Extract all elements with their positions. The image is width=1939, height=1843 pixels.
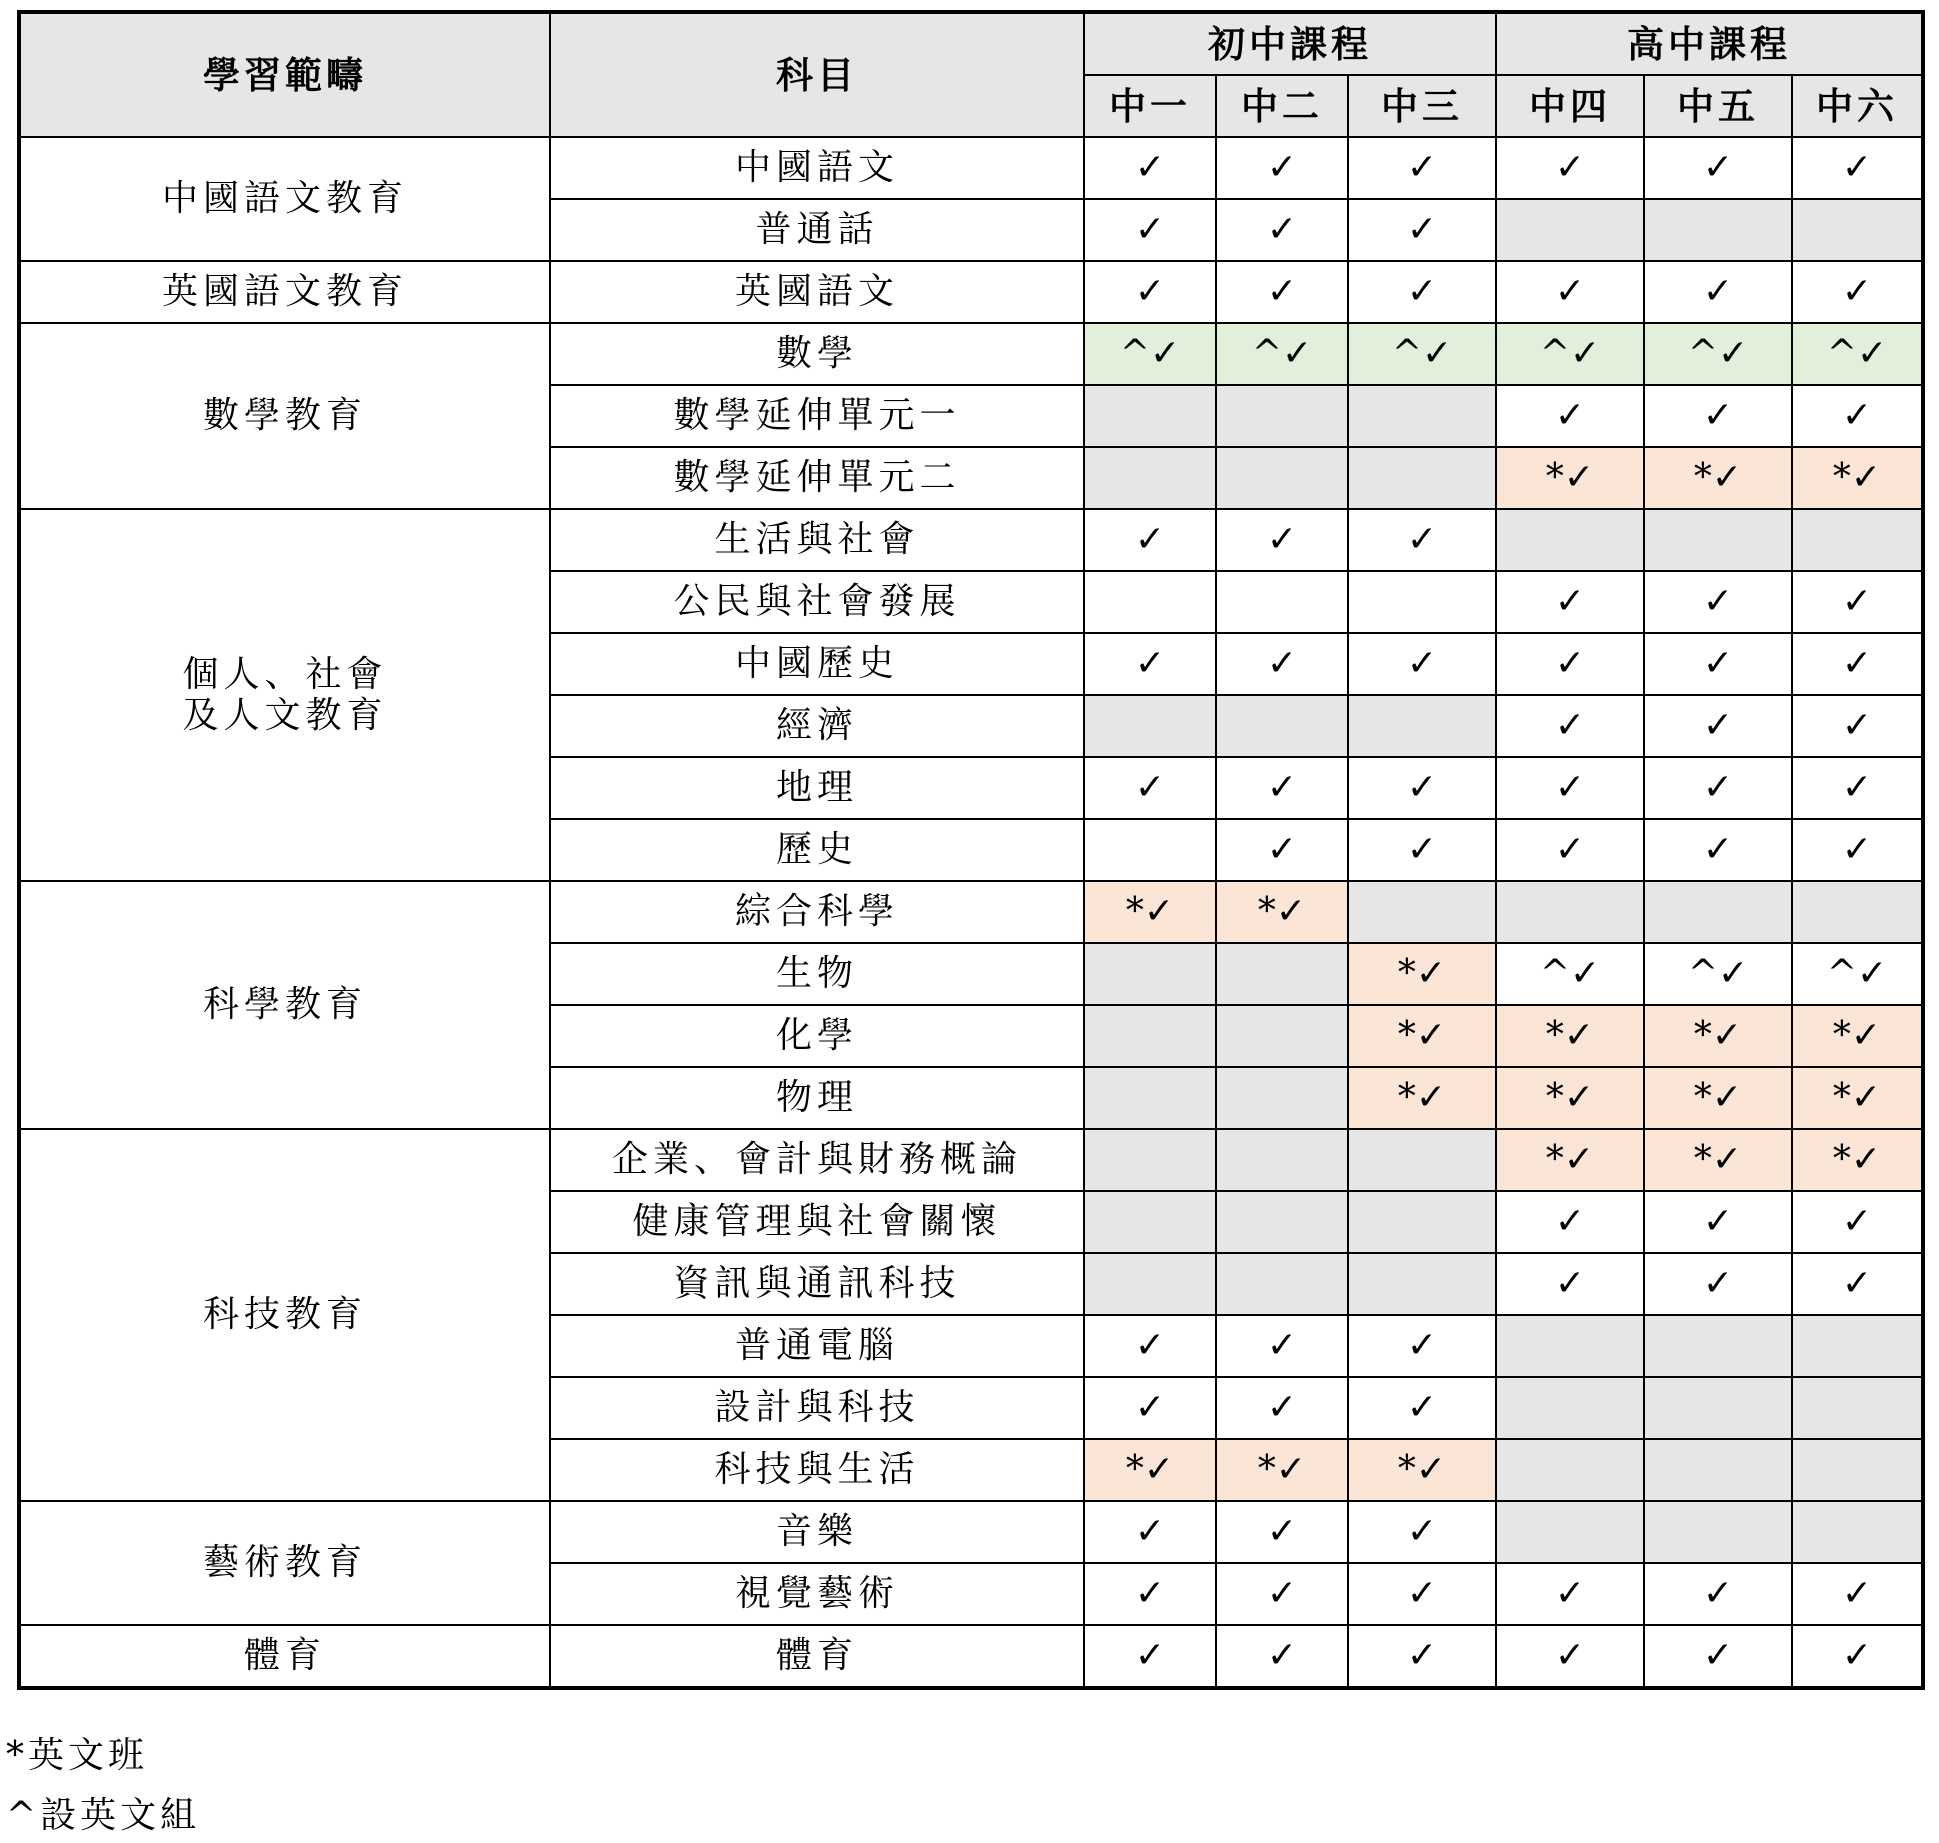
grade-mark-cell <box>1792 199 1923 261</box>
grade-mark-cell: *✓ <box>1644 1005 1792 1067</box>
grade-mark-cell <box>1496 1377 1644 1439</box>
grade-mark-cell: ✓ <box>1496 1253 1644 1315</box>
grade-mark-cell <box>1644 199 1792 261</box>
table-row <box>19 137 1923 199</box>
table-row <box>19 1625 1923 1688</box>
grade-mark-cell <box>1084 1191 1216 1253</box>
grade-mark-cell: ✓ <box>1644 385 1792 447</box>
grade-mark-cell: ✓ <box>1348 137 1496 199</box>
grade-mark-cell: ^✓ <box>1644 323 1792 385</box>
grade-mark-cell: ✓ <box>1216 1377 1348 1439</box>
learning-area-cell <box>19 1625 550 1688</box>
grade-mark-cell: *✓ <box>1644 1067 1792 1129</box>
table-row <box>19 509 1923 571</box>
grade-mark-cell: ✓ <box>1348 261 1496 323</box>
grade-mark-cell: ✓ <box>1216 199 1348 261</box>
grade-mark-cell: *✓ <box>1216 1439 1348 1501</box>
grade-mark-cell <box>1216 1129 1348 1191</box>
grade-mark-cell: ✓ <box>1348 1501 1496 1563</box>
grade-mark-cell: ✓ <box>1216 1625 1348 1688</box>
subject-cell: 經濟 <box>550 695 1084 757</box>
grade-mark-cell: ✓ <box>1644 1191 1792 1253</box>
header-grade-s1: 中一 <box>1084 75 1216 137</box>
learning-area-cell <box>19 137 550 261</box>
subject-cell: 物理 <box>550 1067 1084 1129</box>
grade-mark-cell <box>1216 1253 1348 1315</box>
header-grade-s4: 中四 <box>1496 75 1644 137</box>
grade-mark-cell: *✓ <box>1792 447 1923 509</box>
grade-mark-cell: ✓ <box>1792 757 1923 819</box>
grade-mark-cell: ✓ <box>1084 1625 1216 1688</box>
grade-mark-cell: *✓ <box>1216 881 1348 943</box>
grade-mark-cell: *✓ <box>1496 447 1644 509</box>
grade-mark-cell <box>1496 1439 1644 1501</box>
grade-mark-cell: ✓ <box>1348 1377 1496 1439</box>
grade-mark-cell: ✓ <box>1084 137 1216 199</box>
grade-mark-cell: ✓ <box>1792 695 1923 757</box>
grade-mark-cell: ✓ <box>1084 1315 1216 1377</box>
grade-mark-cell: *✓ <box>1496 1005 1644 1067</box>
grade-mark-cell: ✓ <box>1644 571 1792 633</box>
grade-mark-cell <box>1348 571 1496 633</box>
grade-mark-cell <box>1084 1005 1216 1067</box>
grade-mark-cell <box>1348 695 1496 757</box>
grade-mark-cell: ✓ <box>1792 261 1923 323</box>
grade-mark-cell: ✓ <box>1348 509 1496 571</box>
subject-cell: 生活與社會 <box>550 509 1084 571</box>
grade-mark-cell: ✓ <box>1348 199 1496 261</box>
grade-mark-cell: ✓ <box>1644 137 1792 199</box>
grade-mark-cell: ✓ <box>1348 1625 1496 1688</box>
table-row <box>19 1501 1923 1563</box>
grade-mark-cell: ✓ <box>1792 633 1923 695</box>
grade-mark-cell: ✓ <box>1084 633 1216 695</box>
learning-area-label: 中國語文教育 <box>161 178 408 220</box>
grade-mark-cell <box>1216 943 1348 1005</box>
grade-mark-cell: ✓ <box>1084 1563 1216 1625</box>
grade-mark-cell: *✓ <box>1644 447 1792 509</box>
table-row <box>19 881 1923 943</box>
grade-mark-cell <box>1348 385 1496 447</box>
grade-mark-cell: ✓ <box>1216 137 1348 199</box>
grade-mark-cell: ✓ <box>1348 1563 1496 1625</box>
grade-mark-cell <box>1084 571 1216 633</box>
learning-area-cell <box>19 881 550 1129</box>
grade-mark-cell: ^✓ <box>1792 943 1923 1005</box>
grade-mark-cell: ✓ <box>1496 385 1644 447</box>
grade-mark-cell: ✓ <box>1496 1563 1644 1625</box>
grade-mark-cell: ✓ <box>1084 261 1216 323</box>
grade-mark-cell: ✓ <box>1216 509 1348 571</box>
grade-mark-cell <box>1216 1191 1348 1253</box>
grade-mark-cell <box>1644 1439 1792 1501</box>
grade-mark-cell: ✓ <box>1792 1625 1923 1688</box>
grade-mark-cell: ✓ <box>1792 1253 1923 1315</box>
grade-mark-cell <box>1084 819 1216 881</box>
subject-cell: 數學延伸單元二 <box>550 447 1084 509</box>
grade-mark-cell: *✓ <box>1348 1439 1496 1501</box>
grade-mark-cell: ✓ <box>1496 633 1644 695</box>
header-learning-area: 學習範疇 <box>19 12 550 137</box>
subject-cell: 英國語文 <box>550 261 1084 323</box>
grade-mark-cell <box>1792 881 1923 943</box>
grade-mark-cell: ✓ <box>1348 819 1496 881</box>
grade-mark-cell: ✓ <box>1792 571 1923 633</box>
grade-mark-cell <box>1644 881 1792 943</box>
subject-cell: 數學 <box>550 323 1084 385</box>
header-grade-s2: 中二 <box>1216 75 1348 137</box>
header-grade-s6: 中六 <box>1792 75 1923 137</box>
grade-mark-cell: ✓ <box>1496 137 1644 199</box>
grade-mark-cell: ✓ <box>1644 261 1792 323</box>
grade-mark-cell: ✓ <box>1792 819 1923 881</box>
grade-mark-cell: ✓ <box>1644 1625 1792 1688</box>
grade-mark-cell: ✓ <box>1216 633 1348 695</box>
table-header <box>19 12 1923 137</box>
subject-cell: 歷史 <box>550 819 1084 881</box>
grade-mark-cell: ✓ <box>1216 757 1348 819</box>
grade-mark-cell <box>1792 1315 1923 1377</box>
grade-mark-cell <box>1496 881 1644 943</box>
legend-english-group: ^設英文組 <box>6 1795 201 1836</box>
grade-mark-cell <box>1348 1253 1496 1315</box>
grade-mark-cell: ✓ <box>1496 819 1644 881</box>
grade-mark-cell <box>1496 509 1644 571</box>
grade-mark-cell <box>1216 1005 1348 1067</box>
grade-mark-cell: ✓ <box>1216 1315 1348 1377</box>
grade-mark-cell: ✓ <box>1792 385 1923 447</box>
subject-cell: 地理 <box>550 757 1084 819</box>
grade-mark-cell: ✓ <box>1496 1625 1644 1688</box>
grade-mark-cell: ✓ <box>1348 757 1496 819</box>
learning-area-label: 數學教育 <box>202 395 367 437</box>
learning-area-cell <box>19 323 550 509</box>
grade-mark-cell: ✓ <box>1084 757 1216 819</box>
grade-mark-cell <box>1792 1377 1923 1439</box>
grade-mark-cell: ^✓ <box>1084 323 1216 385</box>
table-body <box>19 137 1923 1688</box>
subject-cell: 中國語文 <box>550 137 1084 199</box>
table-row <box>19 261 1923 323</box>
grade-mark-cell: ✓ <box>1216 819 1348 881</box>
grade-mark-cell: ✓ <box>1496 695 1644 757</box>
subject-cell: 公民與社會發展 <box>550 571 1084 633</box>
header-subject: 科目 <box>550 12 1084 137</box>
grade-mark-cell: *✓ <box>1496 1067 1644 1129</box>
grade-mark-cell <box>1644 1501 1792 1563</box>
grade-mark-cell: *✓ <box>1792 1129 1923 1191</box>
grade-mark-cell: ^✓ <box>1792 323 1923 385</box>
grade-mark-cell: ^✓ <box>1644 943 1792 1005</box>
grade-mark-cell <box>1644 1315 1792 1377</box>
subject-cell: 視覺藝術 <box>550 1563 1084 1625</box>
grade-mark-cell <box>1792 1439 1923 1501</box>
learning-area-label: 個人、社會 <box>182 653 388 695</box>
grade-mark-cell <box>1216 695 1348 757</box>
grade-mark-cell: ✓ <box>1216 261 1348 323</box>
grade-mark-cell: ✓ <box>1084 1501 1216 1563</box>
grade-mark-cell: *✓ <box>1496 1129 1644 1191</box>
grade-mark-cell: ✓ <box>1216 1501 1348 1563</box>
subject-cell: 音樂 <box>550 1501 1084 1563</box>
grade-mark-cell: ^✓ <box>1496 323 1644 385</box>
table-row <box>19 1129 1923 1191</box>
grade-mark-cell <box>1216 1067 1348 1129</box>
grade-mark-cell: *✓ <box>1084 1439 1216 1501</box>
grade-mark-cell: ✓ <box>1792 137 1923 199</box>
grade-mark-cell: ✓ <box>1644 757 1792 819</box>
grade-mark-cell <box>1348 447 1496 509</box>
grade-mark-cell: ✓ <box>1084 199 1216 261</box>
grade-mark-cell: ✓ <box>1644 819 1792 881</box>
learning-area-label: 體育 <box>243 1635 326 1677</box>
grade-mark-cell: ✓ <box>1496 1191 1644 1253</box>
curriculum-table-wrapper <box>17 10 1925 1690</box>
grade-mark-cell <box>1644 1377 1792 1439</box>
curriculum-table <box>17 10 1925 1690</box>
grade-mark-cell: *✓ <box>1348 1005 1496 1067</box>
learning-area-label: 英國語文教育 <box>161 271 408 313</box>
grade-mark-cell: *✓ <box>1348 1067 1496 1129</box>
header-grade-s5: 中五 <box>1644 75 1792 137</box>
grade-mark-cell: ✓ <box>1084 509 1216 571</box>
subject-cell: 科技與生活 <box>550 1439 1084 1501</box>
grade-mark-cell <box>1084 943 1216 1005</box>
grade-mark-cell <box>1496 1315 1644 1377</box>
grade-mark-cell <box>1644 509 1792 571</box>
grade-mark-cell <box>1348 881 1496 943</box>
legend-english-class: *英文班 <box>6 1735 149 1776</box>
grade-mark-cell: *✓ <box>1644 1129 1792 1191</box>
learning-area-cell <box>19 509 550 881</box>
grade-mark-cell <box>1348 1191 1496 1253</box>
subject-cell: 企業、會計與財務概論 <box>550 1129 1084 1191</box>
grade-mark-cell: ^✓ <box>1216 323 1348 385</box>
subject-cell: 普通話 <box>550 199 1084 261</box>
grade-mark-cell: *✓ <box>1792 1005 1923 1067</box>
grade-mark-cell: *✓ <box>1792 1067 1923 1129</box>
grade-mark-cell <box>1496 199 1644 261</box>
learning-area-label: 藝術教育 <box>202 1542 367 1584</box>
learning-area-cell <box>19 1501 550 1625</box>
subject-cell: 普通電腦 <box>550 1315 1084 1377</box>
grade-mark-cell: ✓ <box>1496 571 1644 633</box>
grade-mark-cell: ✓ <box>1644 633 1792 695</box>
grade-mark-cell: ✓ <box>1084 1377 1216 1439</box>
grade-mark-cell: ✓ <box>1348 1315 1496 1377</box>
grade-mark-cell <box>1496 1501 1644 1563</box>
learning-area-cell <box>19 261 550 323</box>
grade-mark-cell: ✓ <box>1348 633 1496 695</box>
grade-mark-cell <box>1216 571 1348 633</box>
grade-mark-cell <box>1792 509 1923 571</box>
subject-cell: 設計與科技 <box>550 1377 1084 1439</box>
grade-mark-cell: ^✓ <box>1496 943 1644 1005</box>
header-senior-curriculum: 高中課程 <box>1496 12 1923 75</box>
learning-area-cell <box>19 1129 550 1501</box>
grade-mark-cell: ✓ <box>1792 1563 1923 1625</box>
grade-mark-cell <box>1084 1129 1216 1191</box>
subject-cell: 健康管理與社會關懷 <box>550 1191 1084 1253</box>
grade-mark-cell: *✓ <box>1348 943 1496 1005</box>
learning-area-label: 科技教育 <box>202 1294 367 1336</box>
subject-cell: 資訊與通訊科技 <box>550 1253 1084 1315</box>
grade-mark-cell <box>1084 1067 1216 1129</box>
grade-mark-cell: ✓ <box>1644 1253 1792 1315</box>
header-junior-curriculum: 初中課程 <box>1084 12 1496 75</box>
grade-mark-cell: ✓ <box>1792 1191 1923 1253</box>
learning-area-label: 科學教育 <box>202 984 367 1026</box>
grade-mark-cell <box>1348 1129 1496 1191</box>
table-row <box>19 323 1923 385</box>
subject-cell: 化學 <box>550 1005 1084 1067</box>
grade-mark-cell: ✓ <box>1644 1563 1792 1625</box>
grade-mark-cell: *✓ <box>1084 881 1216 943</box>
grade-mark-cell <box>1084 447 1216 509</box>
grade-mark-cell <box>1084 695 1216 757</box>
grade-mark-cell <box>1084 385 1216 447</box>
subject-cell: 中國歷史 <box>550 633 1084 695</box>
subject-cell: 綜合科學 <box>550 881 1084 943</box>
grade-mark-cell: ✓ <box>1644 695 1792 757</box>
grade-mark-cell <box>1216 447 1348 509</box>
grade-mark-cell: ✓ <box>1496 757 1644 819</box>
subject-cell: 生物 <box>550 943 1084 1005</box>
learning-area-label: 及人文教育 <box>182 695 388 736</box>
subject-cell: 數學延伸單元一 <box>550 385 1084 447</box>
header-grade-s3: 中三 <box>1348 75 1496 137</box>
grade-mark-cell <box>1792 1501 1923 1563</box>
grade-mark-cell: ✓ <box>1216 1563 1348 1625</box>
grade-mark-cell <box>1216 385 1348 447</box>
grade-mark-cell <box>1084 1253 1216 1315</box>
subject-cell: 體育 <box>550 1625 1084 1688</box>
grade-mark-cell: ✓ <box>1496 261 1644 323</box>
grade-mark-cell: ^✓ <box>1348 323 1496 385</box>
